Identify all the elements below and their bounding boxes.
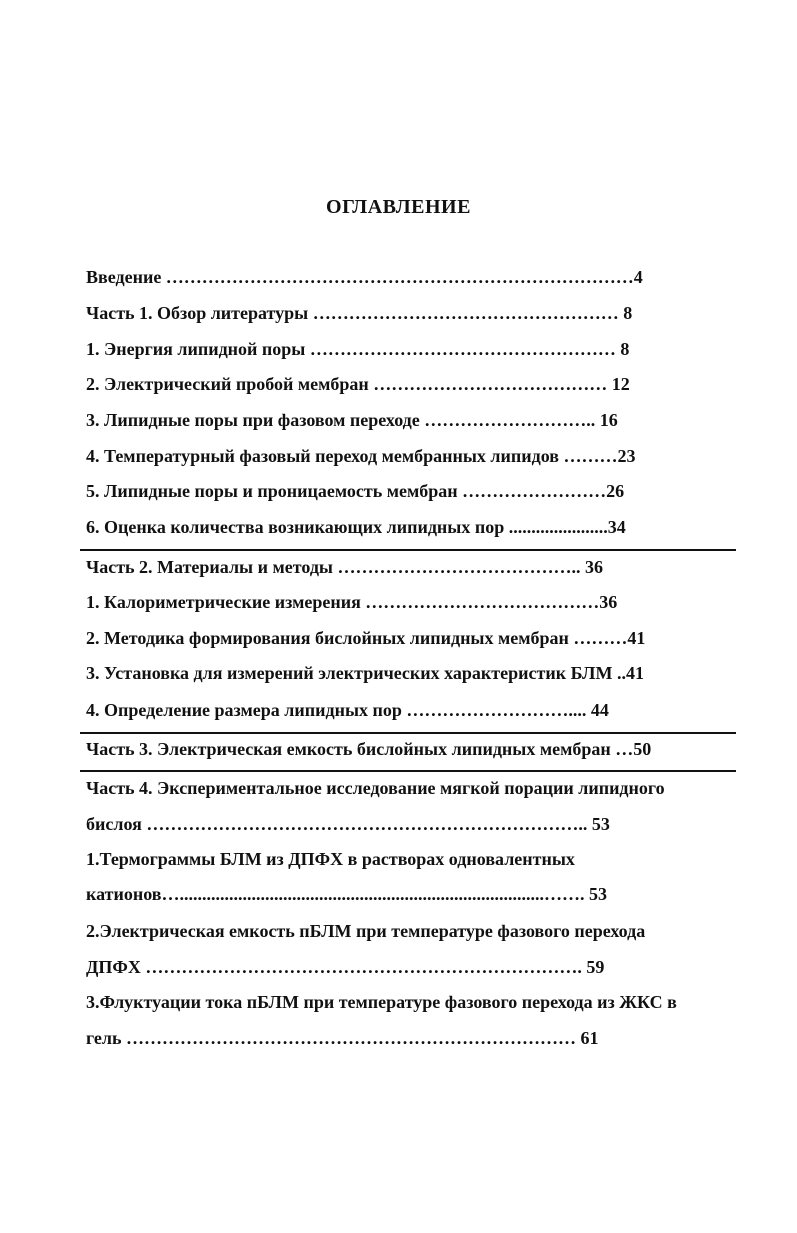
toc-entry-part2-sec2: 2. Методика формирования бислойных липидных мембран ………41 (86, 628, 646, 648)
toc-entry-part2-sec1: 1. Калориметрические измерения …………………………………36 (86, 592, 618, 612)
toc-entry-part2: Часть 2. Материалы и методы ………………………………….. 36 (86, 557, 603, 577)
toc-entry-part1: Часть 1. Обзор литературы …………………………………………… 8 (86, 303, 633, 323)
toc-entry-part4-cont: бислоя ……………………………………………………………….. 53 (86, 814, 610, 834)
toc-entry-part1-sec4: 4. Температурный фазовый переход мембранных липидов ………23 (86, 446, 636, 466)
toc-entry-part2-sec4: 4. Определение размера липидных пор ……………………….... 44 (86, 700, 609, 720)
toc-entry-part3: Часть 3. Электрическая емкость бислойных липидных мембран …50 (86, 739, 652, 759)
section-divider (80, 770, 736, 772)
toc-entry-part1-sec1: 1. Энергия липидной поры …………………………………………… 8 (86, 339, 630, 359)
toc-entry-part4-sec2-cont: ДПФХ ………………………………………………………………. 59 (86, 957, 605, 977)
toc-entry-part4-sec1-cont: катионов….................................................................................……. 53 (86, 884, 607, 904)
section-divider (80, 732, 736, 734)
toc-entry-part4: Часть 4. Экспериментальное исследование мягкой порации липидного (86, 778, 665, 798)
toc-entry-part4-sec1: 1.Термограммы БЛМ из ДПФХ в растворах одновалентных (86, 849, 575, 869)
toc-entry-part1-sec3: 3. Липидные поры при фазовом переходе ……………………….. 16 (86, 410, 618, 430)
toc-entry-part1-sec5: 5. Липидные поры и проницаемость мембран ……………………26 (86, 481, 625, 501)
section-divider (80, 549, 736, 551)
toc-title: ОГЛАВЛЕНИЕ (326, 196, 471, 218)
toc-entry-part1-sec6: 6. Оценка количества возникающих липидных пор ......................34 (86, 517, 626, 537)
toc-entry-introduction: Введение ……………………………………………………………………4 (86, 267, 643, 287)
toc-entry-part4-sec3: 3.Флуктуации тока пБЛМ при температуре фазового перехода из ЖКС в (86, 992, 677, 1012)
toc-entry-part2-sec3: 3. Установка для измерений электрических характеристик БЛМ ..41 (86, 663, 644, 683)
toc-entry-part1-sec2: 2. Электрический пробой мембран ………………………………… 12 (86, 374, 630, 394)
toc-entry-part4-sec2: 2.Электрическая емкость пБЛМ при температуре фазового перехода (86, 921, 646, 941)
toc-entry-part4-sec3-cont: гель ………………………………………………………………… 61 (86, 1028, 599, 1048)
